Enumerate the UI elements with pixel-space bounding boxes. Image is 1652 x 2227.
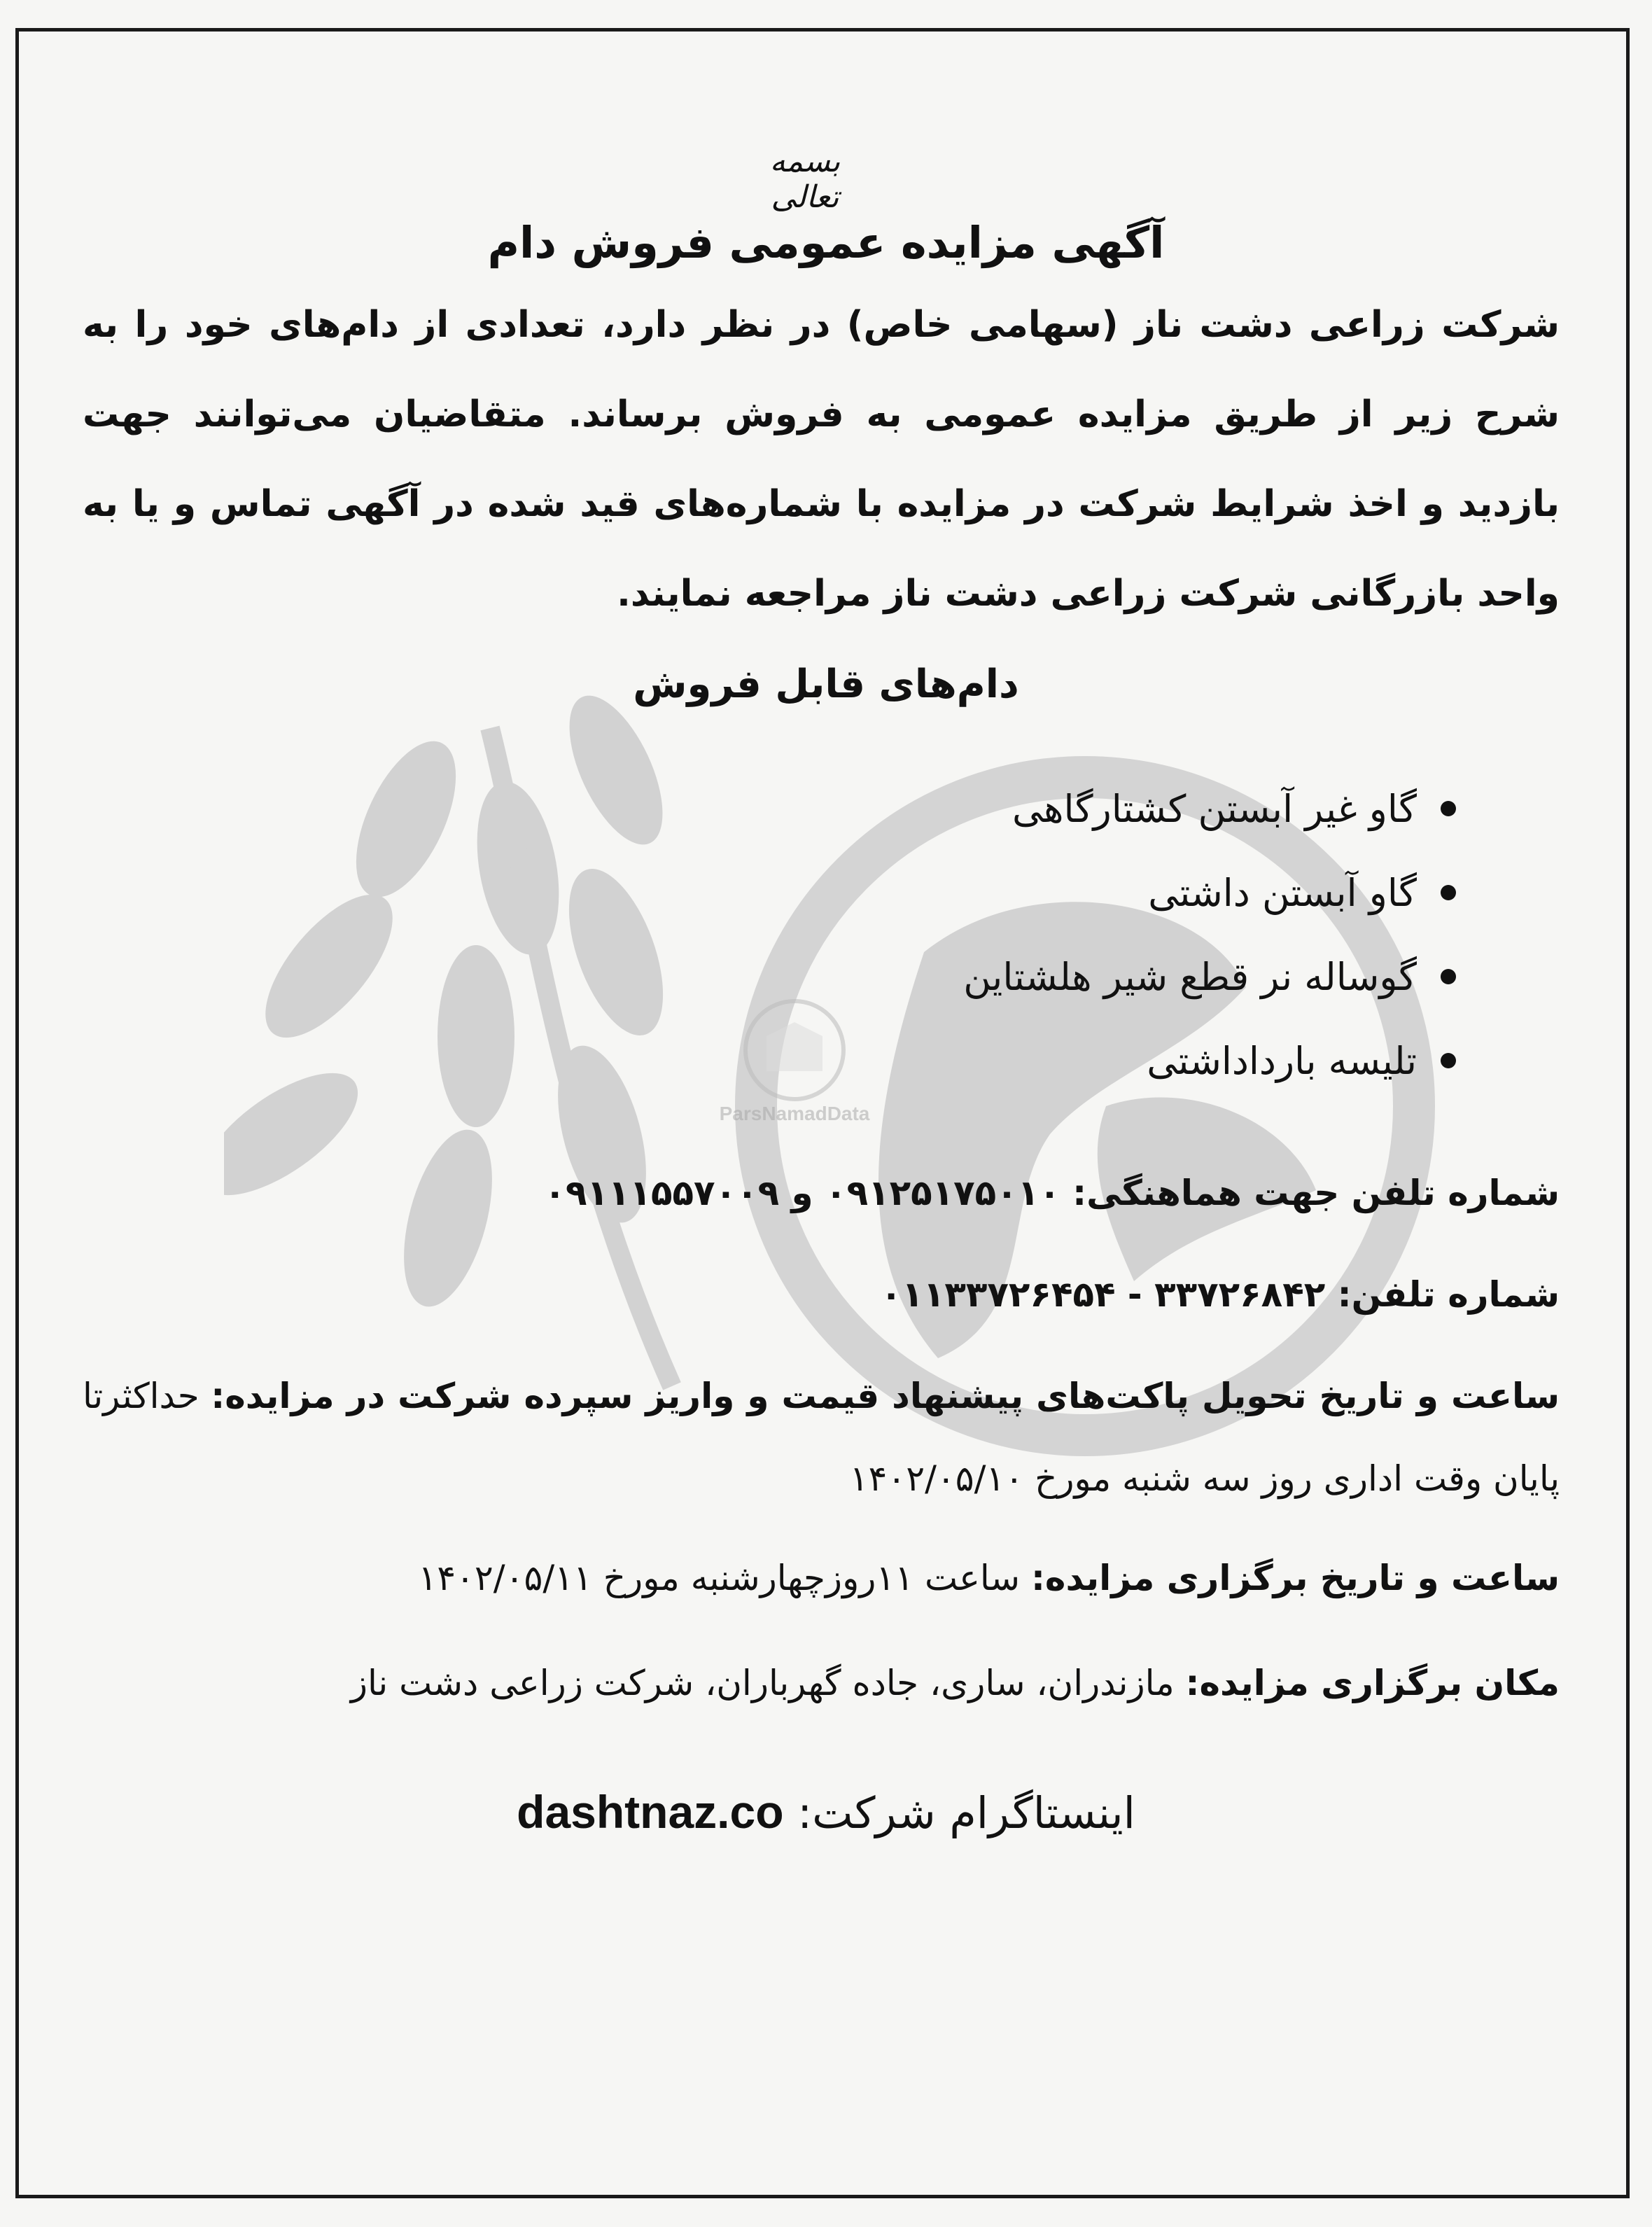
bullet-icon — [1441, 1053, 1456, 1068]
phone-label: شماره تلفن: — [1337, 1274, 1560, 1315]
auction-time-value: ساعت ۱۱روزچهارشنبه مورخ ۱۴۰۲/۰۵/۱۱ — [418, 1558, 1031, 1598]
coordination-phone-value: ۰۹۱۲۵۱۷۵۰۱۰ و ۰۹۱۱۱۵۵۷۰۰۹ — [544, 1173, 1073, 1213]
deadline-label: ساعت و تاریخ تحویل پاکت‌های پیشنهاد قیمت و واریز سپرده شرکت در مزایده: — [211, 1376, 1560, 1416]
bullet-icon — [1441, 801, 1456, 816]
auction-place-line — [83, 1642, 1560, 1724]
auction-place-value: مازندران، ساری، جاده گهرباران، شرکت زراعی دشت ناز — [350, 1663, 1186, 1703]
livestock-item: تلیسه بارداداشتی — [1147, 1038, 1417, 1083]
stamp-text: ParsNamadData — [719, 1103, 870, 1124]
notice-title: آگهی مزایده عمومی فروش دام — [487, 217, 1165, 268]
intro-paragraph: شرکت زراعی دشت ناز (سهامی خاص) در نظر دارد، تعدادی از دام‌های خود را به شرح زیر از طریق مزایده عمومی به فروش برساند. متقاضیان می‌توانند جهت بازدید و اخذ شرایط شرکت در مزایده با شماره‌های قید شده در آگهی تماس و یا به واحد بازرگانی شرکت زراعی دشت ناز مراجعه نمایند. — [83, 304, 1560, 615]
list-item — [574, 767, 1456, 851]
livestock-item: گوساله نر قطع شیر هلشتاین — [963, 954, 1417, 999]
bismillah: بسمه تعالی — [769, 144, 841, 215]
instagram-label: اینستاگرام شرکت: — [797, 1787, 1135, 1838]
phone-value: ۳۳۷۲۶۸۴۲ - ۰۱۱۳۳۷۲۶۴۵۴ — [880, 1274, 1338, 1315]
auction-time-line — [83, 1537, 1560, 1619]
livestock-item: گاو غیر آبستن کشتارگاهی — [1011, 786, 1417, 831]
coordination-phone-label: شماره تلفن جهت هماهنگی: — [1072, 1173, 1560, 1213]
auction-place-label: مکان برگزاری مزایده: — [1185, 1663, 1560, 1703]
livestock-item: گاو آبستن داشتی — [1148, 870, 1417, 915]
bullet-icon — [1441, 969, 1456, 984]
coordination-phone-line — [83, 1152, 1560, 1234]
phone-line — [83, 1253, 1560, 1336]
deadline-value: حداکثرتا پایان وقت اداری روز سه شنبه مورخ ۱۴۰۲/۰۵/۱۰ — [83, 1376, 1560, 1499]
bullet-icon — [1441, 885, 1456, 900]
auction-time-label: ساعت و تاریخ برگزاری مزایده: — [1030, 1558, 1560, 1598]
parsnamad-stamp — [690, 987, 899, 1127]
deadline-block — [83, 1355, 1560, 1520]
list-item — [574, 851, 1456, 935]
instagram-handle[interactable]: dashtnaz.co — [517, 1786, 784, 1838]
livestock-heading: دام‌های قابل فروش — [633, 662, 1019, 707]
instagram-line — [0, 1785, 1652, 1838]
